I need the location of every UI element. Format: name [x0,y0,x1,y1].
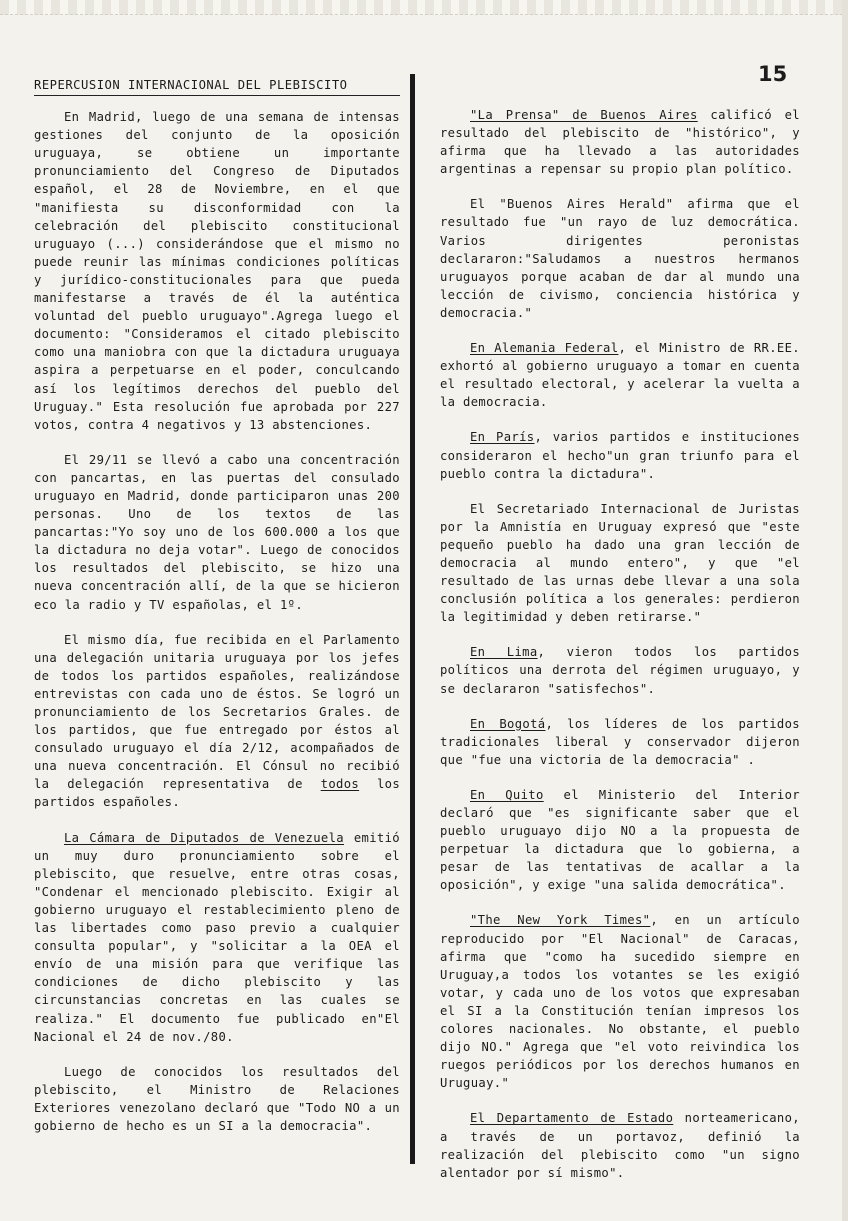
paris-lead: En París [470,430,535,445]
section-heading: REPERCUSION INTERNACIONAL DEL PLEBISCITO [34,76,400,96]
bogota-lead: En Bogotá [470,716,546,731]
quito-text: el Ministerio del Interior declaró que "es significante saber que el pueblo uruguayo dijo NO a la propuesta de perpetuar la dictadura que lo gobierna, a pesar de las tentativas de acallar a la oposición", y exige "una salida democrática". [440,787,800,893]
right-column [440,106,800,1199]
paragraph-parlamento [34,631,400,812]
paragraph-alemania [440,339,800,411]
paragraph-paris [440,428,800,482]
paragraph-venezuela-ministro: Luego de conocidos los resultados del plebiscito, el Ministro de Relaciones Exteriores venezolano declaró que "Todo NO a un gobierno de hecho es un SI a la democracia". [34,1064,400,1133]
quito-lead: En Quito [470,787,544,802]
departamento-estado-lead: El Departamento de Estado [470,1111,674,1126]
parlamento-emphasis: todos [320,777,360,792]
paris-text: , varios partidos e instituciones consideraron el hecho"un gran triunfo para el pueblo contra la dictadura". [440,430,801,481]
paragraph-quito [440,786,800,895]
paragraph-la-prensa [440,106,800,178]
paragraph-madrid: En Madrid, luego de una semana de intensas gestiones del conjunto de la oposición uruguaya, se obtiene un importante pronunciamiento del Congreso de Diputados español, el 28 de Noviembre, en el que "manifiesta su disconformidad con la celebración del plebiscito constitucional uruguayo (...) considerándose que el mismo no puede reunir las mínimas condiciones políticas y jurídico-constitucionales para que pueda manifestarse a través de él la auténtica voluntad del pueblo uruguayo".Agrega luego el documento: "Consideramos el citado plebiscito como una maniobra con que la dictadura uruguaya aspira a perpetuarse en el poder, conculcando así los legítimos derechos del pueblo del Uruguay." Esta resolución fue aprobada por 227 votos, contra 4 negativos y 13 abstenciones. [34,110,400,432]
parlamento-text-before: El mismo día, fue recibida en el Parlamento una delegación unitaria uruguaya por los jefes de todos los partidos españoles, realizándose entrevistas con cada uno de éstos. Se logró un pronunciamiento de los Secretarios Grales. de los partidos, que fue entregado por éstos al consulado uruguayo el día 2/12, acompañados de una nueva concentración. El Cónsul no recibió la delegación representativa de [34,632,400,792]
nyt-text: , en un artículo reproducido por "El Nacional" de Caracas, afirma que "como ha sucedido siempre en Uruguay,a todos los votantes se les exigió votar, y cada uno de los votos que expresaban el SI a la Constitución tenían impresos los colores nacionales. No obstante, el pueblo dijo NO." Agrega que "el voto reivindica los ruegos periódicos por los derechos humanos en Uruguay." [440,913,800,1091]
paragraph-departamento-estado [440,1109,800,1181]
departamento-estado-text: norteamericano, a través de un portavoz, definió la realización del plebiscito como "un signo alentador por sí mismo". [440,1111,800,1180]
paragraph-buenos-aires-herald: El "Buenos Aires Herald" afirma que el resultado fue "un rayo de luz democrática. Varios dirigentes peronistas declararon:"Saludamos a nuestros hermanos uruguayos porque acaban de dar al mundo una lección de civismo, conciencia histórica y democracia." [440,197,800,320]
venezuela-lead: La Cámara de Diputados de Venezuela [64,830,344,845]
page-edge-shadow [842,0,848,1221]
left-column [34,76,400,1152]
lima-text: , vieron todos los partidos políticos una derrota del régimen uruguayo, y se declararon "satisfechos". [440,645,801,696]
venezuela-text: emitió un muy duro pronunciamiento sobre el plebiscito, que resuelve, entre otras cosas, "Condenar el mencionado plebiscito. Exigir al gobierno uruguayo el restablecimiento pleno de las libertades como paso previo a cualquier consulta popular", y "solicitar a la OEA el envío de una misión para que verifique las condiciones de dicho plebiscito y las circunstancias concretas en las cuales se realiza." El documento fue publicado en"El Nacional el 24 de nov./80. [34,830,400,1044]
paragraph-venezuela [34,829,400,1046]
bogota-text: , los líderes de los partidos tradicionales liberal y conservador dijeron que "fue una victoria de la democracia" . [440,716,800,767]
la-prensa-lead: "La Prensa" de Buenos Aires [470,108,698,122]
paragraph-concentracion: El 29/11 se llevó a cabo una concentración con pancartas, en las puertas del consulado uruguayo en Madrid, donde participaron unas 200 personas. Uno de los textos de las pancartas:"Yo soy uno de los 600.000 a los que la dictadura no deja votar". Luego de conocidos los resultados del plebiscito, se hizo una nueva concentración allí, de la que se hicieron eco la radio y TV españolas, el 1º. [34,452,400,612]
la-prensa-text: calificó el resultado del plebiscito de "histórico", y afirma que ha llevado a las autoridades argentinas a repensar su propio plan político. [440,108,800,177]
page-number: 15 [758,62,788,86]
paragraph-nyt [440,911,800,1092]
column-divider [410,74,415,1164]
alemania-text: , el Ministro de RR.EE. exhortó al gobierno uruguayo a tomar en cuenta el resultado electoral, y acelerar la vuelta a la democracia. [440,341,800,410]
torn-top-edge [0,0,848,15]
nyt-lead: "The New York Times" [470,913,651,928]
parlamento-text-after: los partidos españoles. [34,777,401,810]
paragraph-lima [440,643,800,697]
paragraph-juristas: El Secretariado Internacional de Juristas por la Amnistía en Uruguay expresó que "este pequeño pueblo ha dado una gran lección de democracia al mundo entero", y que "el resultado de las urnas debe llevar a una sola conclusión política a los generales: perdieron la legitimidad y deben retirarse." [440,501,800,625]
lima-lead: En Lima [470,645,538,660]
alemania-lead: En Alemania Federal [470,341,619,356]
paragraph-bogota [440,715,800,769]
